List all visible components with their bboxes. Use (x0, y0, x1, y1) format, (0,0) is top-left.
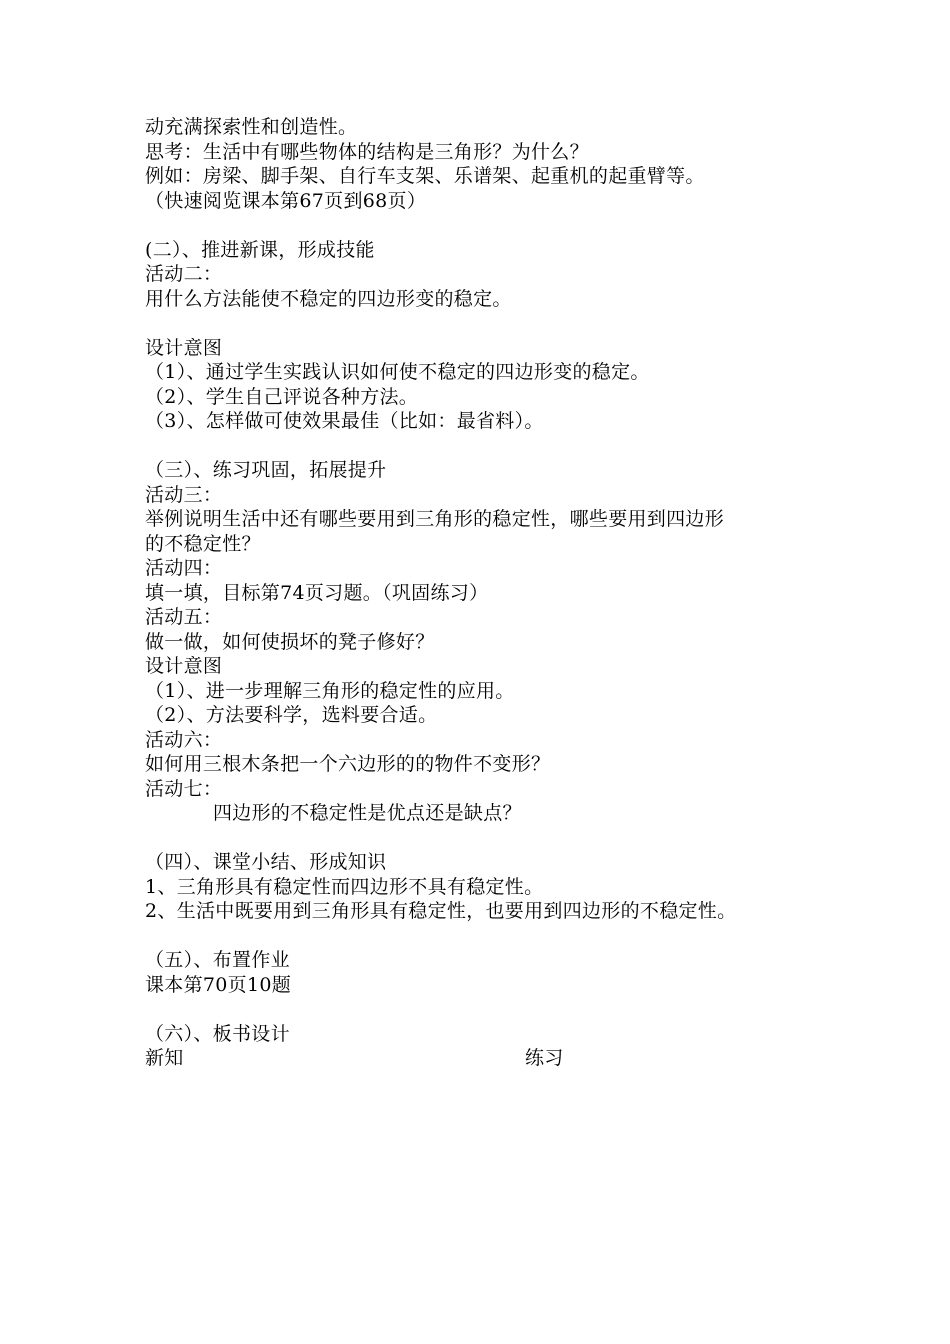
activity-label: 活动七： (145, 777, 223, 800)
section-heading-2: (二）、推进新课，形成技能 (145, 238, 375, 261)
board-left-label: 新知 (145, 1047, 184, 1069)
homework-text: 课本第70页10题 (145, 973, 292, 996)
blank-line (145, 434, 825, 459)
design-intent-label: 设计意图 (145, 655, 223, 677)
activity-text: 做一做，如何使损坏的凳子修好？ (145, 630, 435, 653)
design-intent-item: （2）、学生自己评说各种方法。 (145, 385, 419, 408)
activity-label: 活动六： (145, 728, 223, 751)
activity-text: 举例说明生活中还有哪些要用到三角形的稳定性，哪些要用到四边形 (145, 508, 725, 530)
activity-label: 活动五： (145, 606, 223, 628)
activity-text: 四边形的不稳定性是优点还是缺点？ (213, 802, 522, 824)
activity-text: 用什么方法能使不稳定的四边形变的稳定。 (145, 287, 512, 310)
section-heading-5: （五）、布置作业 (145, 949, 290, 971)
blank-line (145, 311, 825, 336)
summary-item: 2、生活中既要用到三角形具有稳定性，也要用到四边形的不稳定性。 (145, 900, 737, 922)
reading-note: （快速阅览课本第67页到68页） (145, 189, 427, 212)
summary-item: 1、三角形具有稳定性而四边形不具有稳定性。 (145, 875, 544, 898)
board-right-label: 练习 (525, 1047, 564, 1069)
design-intent-label: 设计意图 (145, 336, 223, 359)
design-intent-item: （1）、通过学生实践认识如何使不稳定的四边形变的稳定。 (145, 361, 650, 383)
activity-label: 活动二： (145, 263, 223, 285)
activity-label: 活动三： (145, 483, 223, 506)
blank-line (145, 924, 825, 949)
activity-text: 填一填，目标第74页习题。（巩固练习） (145, 581, 489, 604)
section-heading-4: （四）、课堂小结、形成知识 (145, 851, 387, 873)
blank-line (145, 826, 825, 851)
design-intent-item: （1）、进一步理解三角形的稳定性的应用。 (145, 679, 515, 702)
blank-line (145, 213, 825, 238)
design-intent-item: （2）、方法要科学，选料要合适。 (145, 704, 438, 726)
design-intent-item: （3）、怎样做可使效果最佳（比如：最省料）。 (145, 410, 544, 432)
document-page (145, 115, 825, 1071)
thinking-question: 思考：生活中有哪些物体的结构是三角形？为什么？ (145, 140, 589, 163)
section-heading-3: （三）、练习巩固，拓展提升 (145, 459, 387, 481)
text-line: 动充满探索性和创造性。 (145, 116, 358, 138)
activity-text: 的不稳定性？ (145, 532, 261, 555)
blank-line (145, 997, 825, 1022)
board-design-row (145, 1046, 825, 1071)
examples-line: 例如：房梁、脚手架、自行车支架、乐谱架、起重机的起重臂等。 (145, 165, 705, 187)
activity-text: 如何用三根木条把一个六边形的的物件不变形？ (145, 753, 551, 775)
activity-label: 活动四： (145, 557, 223, 579)
section-heading-6: （六）、板书设计 (145, 1022, 290, 1045)
